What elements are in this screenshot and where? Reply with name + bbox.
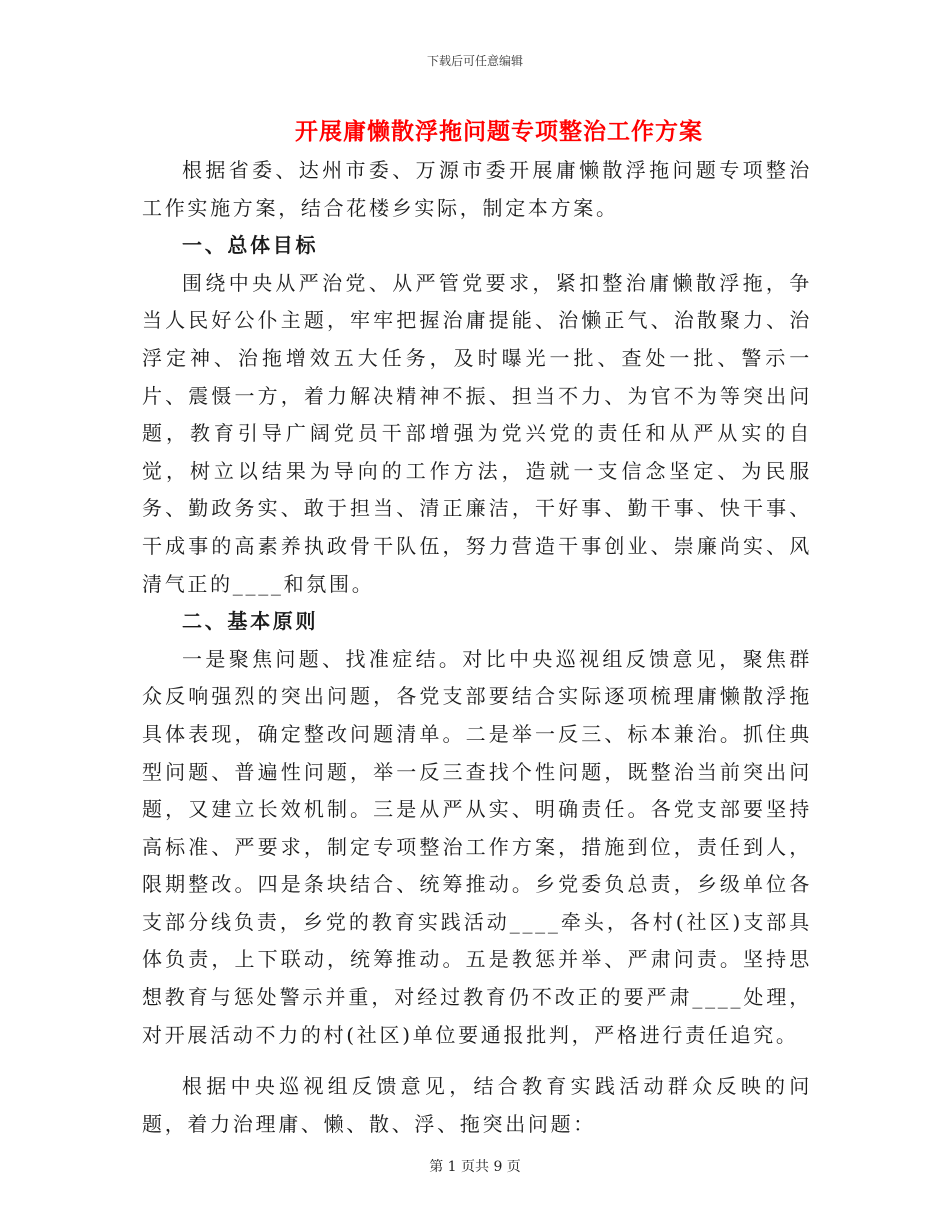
page-header-note: 下载后可任意编辑	[426, 54, 523, 68]
document-title: 开展庸懒散浮拖问题专项整治工作方案	[295, 118, 703, 145]
page-number: 第 1 页共 9 页	[429, 1159, 521, 1175]
section-paragraph-basic-principles: 一是聚焦问题、找准症结。对比中央巡视组反馈意见，聚焦群众反响强烈的突出问题，各党支部要结合实际逐项梳理庸懒散浮拖具体表现，确定整改问题清单。二是举一反三、标本兼治。抓住典型问题、普遍性问题，举一反三查找个性问题，既整治当前突出问题，又建立长效机制。三是从严从实、明确责任。各党支部要坚持高标准、严要求，制定专项整治工作方案，措施到位，责任到人，限期整改。四是条块结合、统筹推动。乡党委负总责，乡级单位各支部分线负责，乡党的教育实践活动____牵头，各村(社区)支部具体负责，上下联动，统筹推动。五是教惩并举、严肃问责。坚持思想教育与惩处警示并重，对经过教育仍不改正的要严肃____处理，对开展活动不力的村(社区)单位要通报批判，严格进行责任追究。	[142, 646, 812, 1047]
section-heading-overall-goal: 一、总体目标	[182, 233, 319, 258]
intro-paragraph: 根据省委、达州市委、万源市委开展庸懒散浮拖问题专项整治工作实施方案，结合花楼乡实际，制定本方案。	[142, 158, 812, 220]
section-paragraph-overall-goal: 围绕中央从严治党、从严管党要求，紧扣整治庸懒散浮拖，争当人民好公仆主题，牢牢把握治庸提能、治懒正气、治散聚力、治浮定神、治拖增效五大任务，及时曝光一批、查处一批、警示一片、震慑一方，着力解决精神不振、担当不力、为官不为等突出问题，教育引导广阔党员干部增强为党兴党的责任和从严从实的自觉，树立以结果为导向的工作方法，造就一支信念坚定、为民服务、勤政务实、敢于担当、清正廉洁，干好事、勤干事、快干事、干成事的高素养执政骨干队伍，努力营造干事创业、崇廉尚实、风清气正的____和氛围。	[142, 270, 812, 596]
document-body	[142, 152, 812, 1143]
closing-paragraph: 根据中央巡视组反馈意见，结合教育实践活动群众反映的问题，着力治理庸、懒、散、浮、拖突出问题：	[142, 1074, 812, 1136]
section-heading-basic-principles: 二、基本原则	[182, 609, 319, 634]
